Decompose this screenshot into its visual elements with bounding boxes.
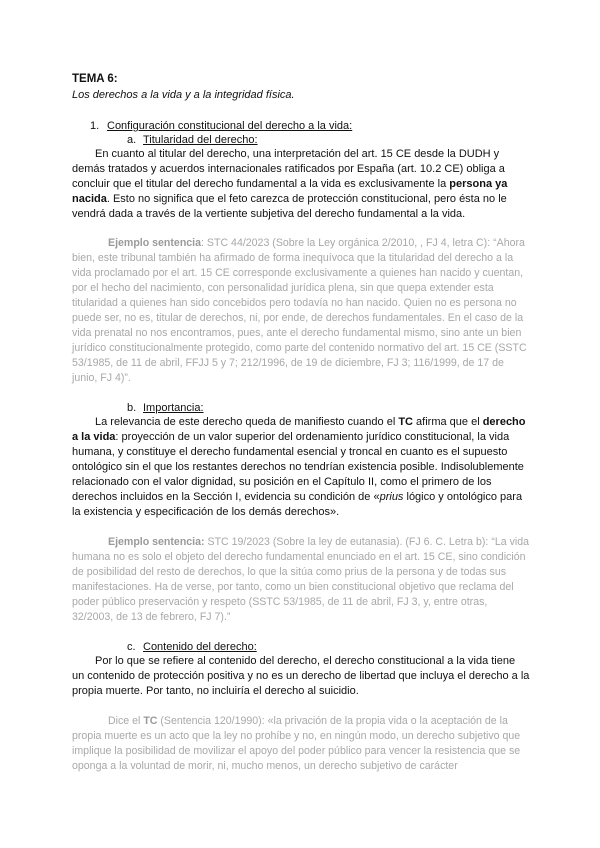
titularidad-text-1: En cuanto al titular del derecho, una interpretación del art. 15 CE desde la DUDH y demás tratados y acuerdos internacionales ratificados por España (art. 10.2 CE) obliga a concluir que el titular del derecho fundamental a la vida es exclusivamente la (72, 148, 505, 190)
importancia-bold-tc: TC (398, 416, 413, 428)
section-1-title: Configuración constitucional del derecho a la vida: (107, 120, 353, 132)
importancia-text-1: La relevancia de este derecho queda de manifiesto cuando el (95, 416, 399, 428)
quote-text-2: (Sentencia 120/1990): «la privación de la propia vida o la aceptación de la propia muerte es un acto que la ley no prohíbe y no, en ningún modo, un derecho subjetivo que implique la posibilidad de movilizar el apoyo del poder público para vencer la resistencia que se oponga a la voluntad de morir, ni, mucho menos, un derecho subjetivo de carácter (72, 715, 521, 772)
subsection-c-heading (72, 640, 530, 654)
subsection-c-letter: c. (127, 641, 136, 653)
example-label: Ejemplo sentencia: (108, 536, 205, 548)
example-text: : STC 44/2023 (Sobre la Ley orgánica 2/2010, , FJ 4, letra C): “Ahora bien, este tribunal también ha afirmado de forma inequívoca que la titularidad del derecho a la vida proclamado por el art. 15 CE corresponde exclusivamente a quienes han nacido y cuentan, por el hecho del nacimiento, con personalidad jurídica plena, sin que quepa extender esta titularidad a quienes han sido concebidos pero todavía no han nacido. Quien no es persona no puede ser, no es, titular de derechos, ni, por ende, de derechos fundamentales. En el caso de la vida prenatal no nos encontramos, pues, ante el derecho fundamental mismo, sino ante un bien jurídico constitucionalmente protegido, como parte del contenido normativo del art. 15 CE (SSTC 53/1985, de 11 de abril, FFJJ 5 y 7; 212/1996, de 19 de diciembre, FJ 3; 116/1999, de 17 de junio, FJ 4)”. (72, 237, 527, 384)
importancia-italic-prius: prius (379, 491, 404, 503)
importancia-text-2: afirma que el (413, 416, 483, 428)
importancia-text-3: : proyección de un valor superior del ordenamiento jurídico constitucional, la vida humana, y constituye el derecho fundamental esencial y troncal en cuanto es el supuesto ontológico sin el que los restantes derechos no tendrían existencia posible. Indisolublemente relacionado con el valor dignidad, su posición en el Capítulo II, como el primero de los derechos incluidos en la Sección I, evidencia su condición de « (72, 431, 524, 503)
titularidad-text-2: . Esto no significa que el feto carezca de protección constitucional, pero ésta no le vendrá dada a través de la vertiente subjetiva del derecho fundamental a la vida. (72, 193, 507, 220)
section-1-number: 1. (90, 120, 100, 132)
titularidad-paragraph (72, 147, 530, 222)
example-label: Ejemplo sentencia (108, 237, 202, 249)
example-sentencia-44-2023 (72, 236, 530, 386)
tema-subtitle: Los derechos a la vida y a la integridad física. (72, 89, 295, 101)
subsection-c-title: Contenido del derecho: (143, 641, 257, 653)
subsection-b-title: Importancia: (143, 402, 204, 414)
subsection-b-letter: b. (127, 402, 137, 414)
importancia-bold-derecho: derecho a la vida (72, 416, 526, 443)
importancia-text-4: lógico y ontológico para la existencia y especificación de los demás derechos». (72, 491, 523, 518)
titularidad-bold-persona: persona ya nacida (72, 178, 508, 205)
example-text: STC 19/2023 (Sobre la ley de eutanasia). (FJ 6. C. Letra b): “La vida humana no es solo el objeto del derecho fundamental enunciado en el art. 15 CE, sino condición de posibilidad del resto de derechos, lo que la sitúa como prius de la persona y de todas sus manifestaciones. Ha de verse, por tanto, como un bien constitucional objetivo que reclama del poder público preservación y respeto (SSTC 53/1985, de 11 de abril, FJ 3, y, entre otras, 32/2003, de 13 de febrero, FJ 7).” (72, 536, 530, 623)
contenido-paragraph: Por lo que se refiere al contenido del derecho, el derecho constitucional a la vida tiene un contenido de protección positiva y no es un derecho de libertad que incluya el derecho a la propia muerte. Por tanto, no incluiría el derecho al suicidio. (72, 655, 530, 697)
quote-bold-tc: TC (143, 715, 158, 727)
example-sentencia-19-2023 (72, 535, 530, 625)
quote-text-1: Dice el (108, 715, 144, 727)
subsection-b-heading (72, 401, 530, 415)
section-1-heading (72, 119, 530, 133)
tema-heading: TEMA 6: (72, 73, 118, 85)
importancia-paragraph (72, 415, 530, 520)
subsection-a-heading (72, 133, 530, 147)
subsection-a-letter: a. (127, 134, 137, 146)
quote-sentencia-120-1990 (72, 714, 530, 774)
subsection-a-title: Titularidad del derecho: (143, 134, 258, 146)
